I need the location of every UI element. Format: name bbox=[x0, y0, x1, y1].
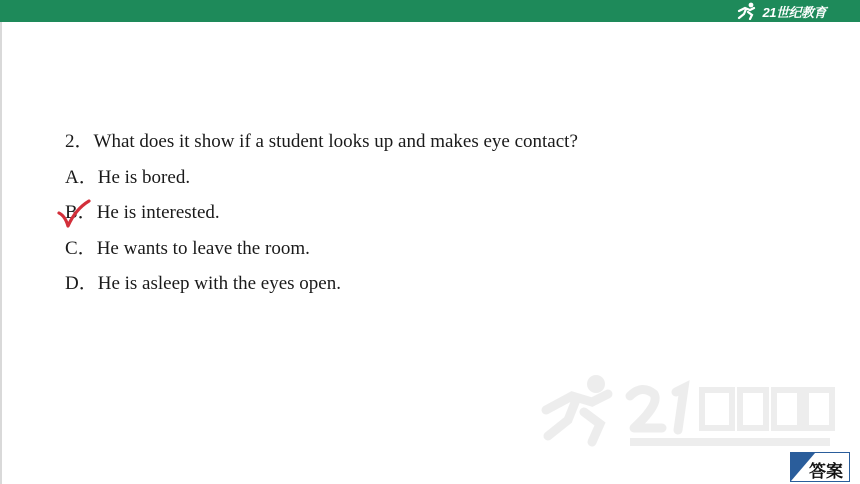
answer-button-label: 答案 bbox=[809, 462, 843, 482]
option-d-text: He is asleep with the eyes open. bbox=[97, 273, 341, 294]
option-a[interactable] bbox=[65, 168, 578, 187]
option-b-text: He is interested. bbox=[96, 202, 220, 223]
runner-logo-watermark-icon bbox=[538, 372, 838, 454]
question-block bbox=[65, 132, 578, 310]
question-text: What does it show if a student looks up and makes eye contact? bbox=[93, 131, 578, 152]
correct-checkmark-icon bbox=[57, 199, 91, 229]
top-header-bar bbox=[0, 0, 860, 22]
runner-logo-icon bbox=[736, 2, 760, 20]
brand-logo-text: 21世纪教育 bbox=[762, 4, 826, 20]
option-a-label: A． bbox=[65, 166, 98, 188]
option-b-label: B． bbox=[65, 202, 97, 223]
question-number: 2． bbox=[65, 131, 94, 152]
question-line bbox=[65, 132, 578, 151]
option-d[interactable] bbox=[65, 274, 578, 293]
option-b[interactable] bbox=[65, 203, 578, 222]
option-d-label: D． bbox=[65, 273, 98, 294]
option-a-text: He is bored. bbox=[97, 166, 191, 188]
answer-button[interactable] bbox=[790, 452, 850, 482]
option-c-text: He wants to leave the room. bbox=[96, 237, 310, 259]
brand-logo bbox=[736, 2, 826, 20]
option-c-label: C． bbox=[65, 237, 97, 259]
option-c[interactable] bbox=[65, 239, 578, 258]
left-border-line bbox=[0, 22, 2, 484]
